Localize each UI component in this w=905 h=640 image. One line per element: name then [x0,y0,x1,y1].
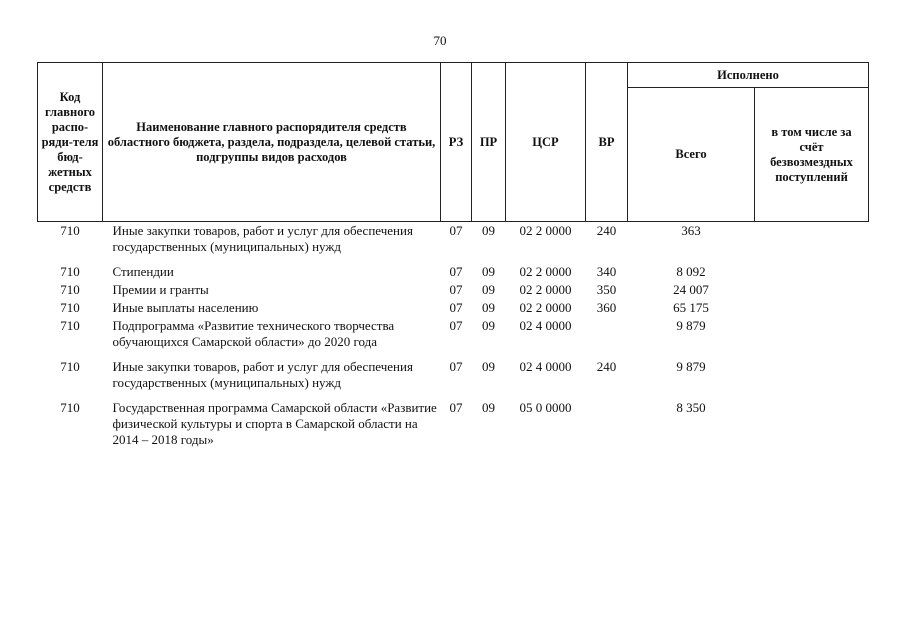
cell-name: Подпрограмма «Развитие технического творчества обучающихся Самарской области» до 2020 года [112,318,395,349]
cell-csr: 02 2 0000 [519,223,572,238]
cell-code: 710 [60,223,80,238]
cell-pr: 09 [482,359,495,374]
cell-gratuitous [755,399,869,456]
cell-name: Иные закупки товаров, работ и услуг для обеспечения государственных (муниципальных) нужд [112,223,413,254]
cell-csr: 02 4 0000 [519,359,572,374]
header-vr: ВР [586,63,628,222]
header-pr: ПР [472,63,506,222]
cell-name: Иные закупки товаров, работ и услуг для обеспечения государственных (муниципальных) нужд [112,359,413,390]
cell-gratuitous [755,222,869,264]
cell-rz: 07 [449,223,463,238]
cell-code: 710 [60,282,80,297]
cell-rz: 07 [449,282,463,297]
cell-vr [586,317,628,358]
cell-pr: 09 [482,300,495,315]
cell-vr [586,399,628,456]
cell-code: 710 [60,318,80,333]
cell-csr: 02 2 0000 [519,264,572,279]
cell-rz: 07 [449,318,463,333]
cell-vr: 350 [596,282,617,297]
header-name: Наименование главного распорядителя средств областного бюджета, раздела, подраздела, целевой статьи, подгруппы видов расходов [103,63,441,222]
table-row [38,263,869,281]
cell-rz: 07 [449,300,463,315]
header-csr: ЦСР [506,63,586,222]
cell-gratuitous [755,263,869,281]
header-executed: Исполнено [628,63,869,88]
header-code: Код главного распо-ряди-теля бюд-жетных средств [38,63,103,222]
table-row [38,399,869,456]
cell-vr: 240 [596,359,617,374]
table-row [38,281,869,299]
cell-pr: 09 [482,223,495,238]
table-body [38,222,869,457]
table-row [38,299,869,317]
cell-vr: 340 [596,264,617,279]
header-gratuitous: в том числе за счёт безвозмездных поступлений [755,88,869,222]
cell-csr: 02 2 0000 [519,282,572,297]
table-row [38,222,869,264]
cell-total: 9 879 [676,318,706,333]
table-row [38,317,869,358]
cell-total: 8 092 [676,264,706,279]
table-row [38,358,869,399]
cell-name: Государственная программа Самарской области «Развитие физической культуры и спорта в Самарской области на 2014 – 2018 годы» [112,400,437,447]
cell-total: 8 350 [676,400,706,415]
cell-code: 710 [60,400,80,415]
cell-name: Премии и гранты [112,282,209,297]
cell-gratuitous [755,317,869,358]
cell-gratuitous [755,281,869,299]
cell-code: 710 [60,300,80,315]
cell-name: Стипендии [112,264,174,279]
cell-total: 9 879 [676,359,706,374]
cell-name: Иные выплаты населению [112,300,259,315]
cell-total: 65 175 [673,300,709,315]
cell-total: 24 007 [673,282,709,297]
cell-code: 710 [60,359,80,374]
cell-vr: 360 [596,300,617,315]
cell-csr: 05 0 0000 [519,400,572,415]
table-header [38,63,869,222]
cell-pr: 09 [482,264,495,279]
cell-pr: 09 [482,282,495,297]
cell-csr: 02 4 0000 [519,318,572,333]
cell-total: 363 [681,223,701,238]
cell-csr: 02 2 0000 [519,300,572,315]
cell-rz: 07 [449,400,463,415]
header-rz: РЗ [441,63,472,222]
cell-rz: 07 [449,264,463,279]
cell-pr: 09 [482,318,495,333]
cell-code: 710 [60,264,80,279]
cell-pr: 09 [482,400,495,415]
cell-gratuitous [755,299,869,317]
budget-table [37,62,869,456]
header-total: Всего [628,88,755,222]
page-number: 70 [433,33,447,48]
cell-gratuitous [755,358,869,399]
cell-rz: 07 [449,359,463,374]
cell-vr: 240 [596,223,617,238]
